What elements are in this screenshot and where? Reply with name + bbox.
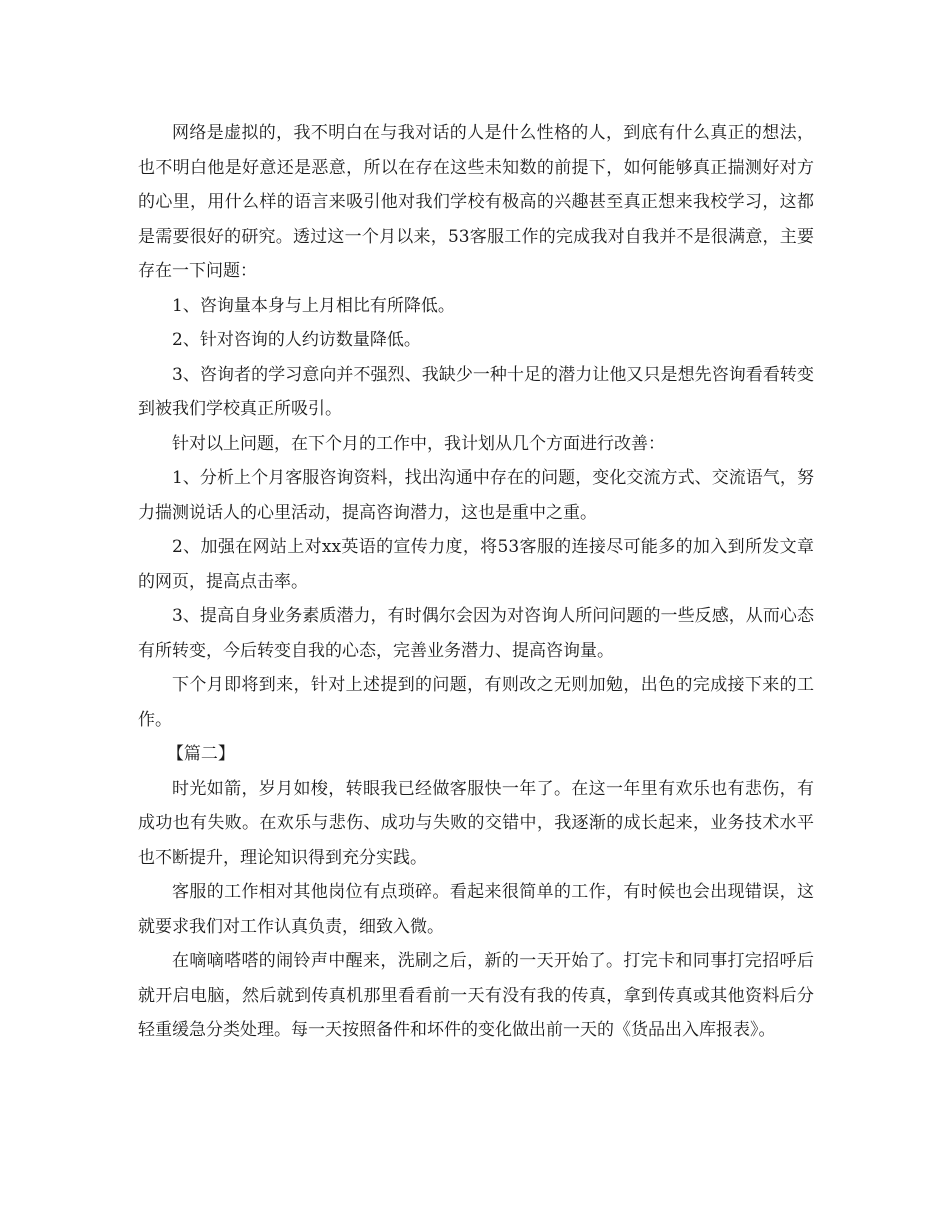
paragraph-plan-2: 2、加强在网站上对xx英语的宣传力度，将53客服的连接尽可能多的加入到所发文章的网页，提高点击率。	[138, 537, 814, 592]
paragraph-plan-3: 3、提高自身业务素质潜力，有时偶尔会因为对咨询人所问问题的一些反感，从而心态有所转变，今后转变自我的心态，完善业务潜力、提高咨询量。	[138, 606, 814, 661]
paragraph-intro: 网络是虚拟的，我不明白在与我对话的人是什么性格的人，到底有什么真正的想法，也不明白他是好意还是恶意，所以在存在这些未知数的前提下，如何能够真正揣测好对方的心里，用什么样的语言来吸引他对我们学校有极高的兴趣甚至真正想来我校学习，这都是需要很好的研究。透过这一个月以来，53客服工作的完成我对自我并不是很满意，主要存在一下问题：	[138, 123, 814, 281]
paragraph-problem-1: 1、咨询量本身与上月相比有所降低。	[172, 295, 455, 316]
paragraph-problem-2: 2、针对咨询的人约访数量降低。	[172, 330, 421, 350]
paragraph-conclusion: 下个月即将到来，针对上述提到的问题，有则改之无则加勉，出色的完成接下来的工作。	[138, 675, 814, 730]
paragraph-section2-3: 在嘀嘀嗒嗒的闹铃声中醒来，洗刷之后，新的一天开始了。打完卡和同事打完招呼后就开启电脑，然后就到传真机那里看看前一天有没有我的传真，拿到传真或其他资料后分轻重缓急分类处理。每一天按照备件和坏件的变化做出前一天的《货品出入库报表》。	[138, 951, 814, 1040]
paragraph-section2-2: 客服的工作相对其他岗位有点琐碎。看起来很简单的工作，有时候也会出现错误，这就要求我们对工作认真负责，细致入微。	[138, 882, 814, 937]
paragraph-problem-3: 3、咨询者的学习意向并不强烈、我缺少一种十足的潜力让他又只是想先咨询看看转变到被我们学校真正所吸引。	[138, 364, 814, 419]
paragraph-section2-1: 时光如箭，岁月如梭，转眼我已经做客服快一年了。在这一年里有欢乐也有悲伤，有成功也有失败。在欢乐与悲伤、成功与失败的交错中，我逐渐的成长起来，业务技术水平也不断提升，理论知识得到充分实践。	[138, 778, 814, 868]
document-page	[138, 116, 814, 1048]
paragraph-plan-intro: 针对以上问题，在下个月的工作中，我计划从几个方面进行改善：	[172, 433, 665, 454]
section-heading: 【篇二】	[166, 744, 235, 764]
paragraph-plan-1: 1、分析上个月客服咨询资料，找出沟通中存在的问题，变化交流方式、交流语气，努力揣测说话人的心里活动，提高咨询潜力，这也是重中之重。	[138, 468, 814, 523]
